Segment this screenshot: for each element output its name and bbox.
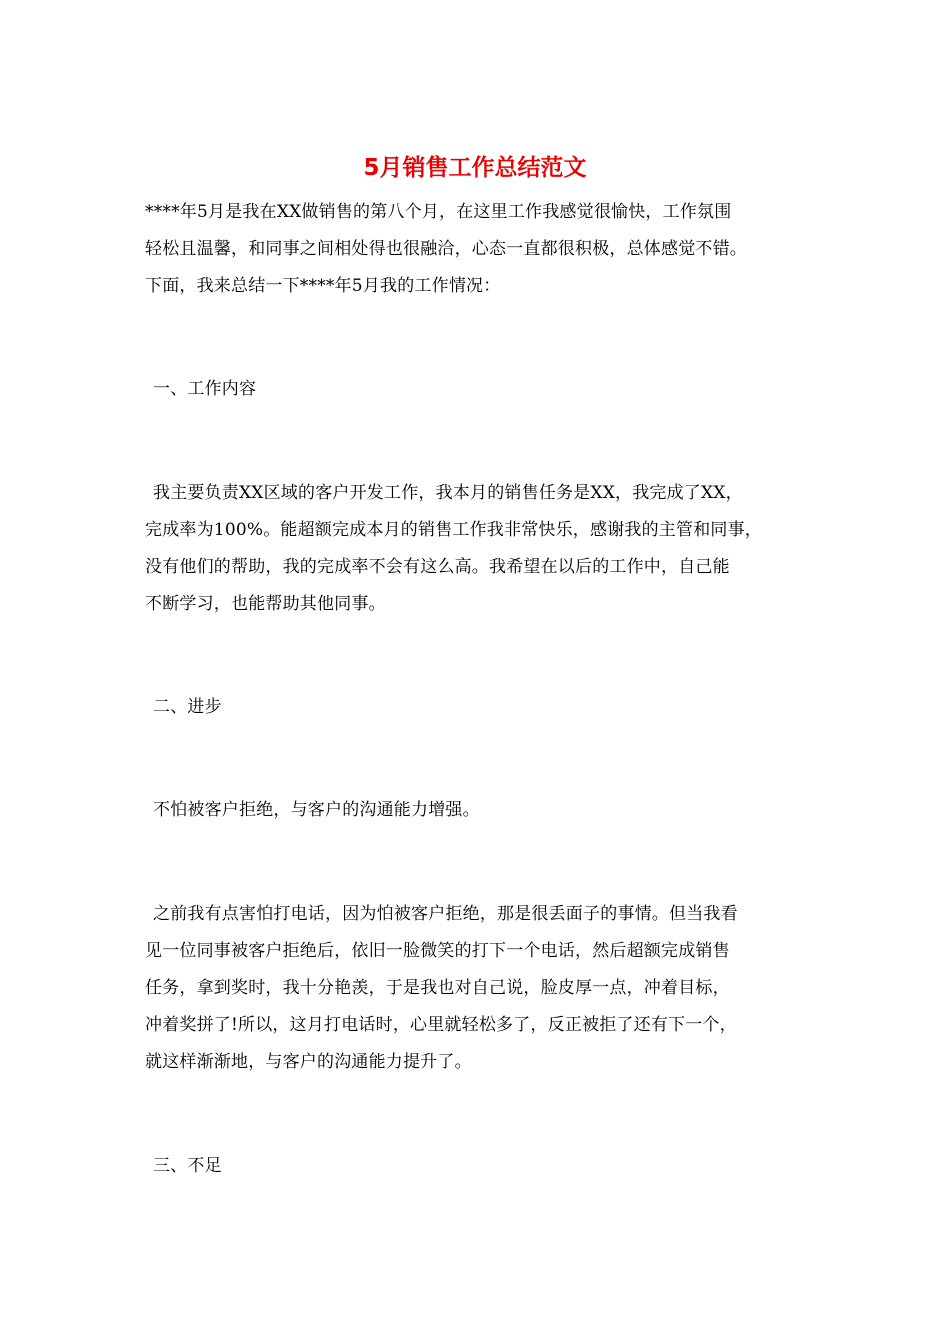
section2-point: 不怕被客户拒绝，与客户的沟通能力增强。 <box>153 800 480 820</box>
section3-heading: 三、不足 <box>153 1156 222 1176</box>
section1-line-2: 完成率为100%。能超额完成本月的销售工作我非常快乐，感谢我的主管和同事， <box>145 520 762 540</box>
intro-line-1: ****年5月是我在XX做销售的第八个月，在这里工作我感觉很愉快，工作氛围 <box>145 202 732 222</box>
section1-heading: 一、工作内容 <box>153 379 257 399</box>
intro-line-3: 下面，我来总结一下****年5月我的工作情况： <box>145 276 501 296</box>
section2-line-5: 就这样渐渐地，与客户的沟通能力提升了。 <box>145 1052 472 1072</box>
section2-heading: 二、进步 <box>153 697 222 717</box>
section1-line-1: 我主要负责XX区域的客户开发工作，我本月的销售任务是XX，我完成了XX， <box>153 483 743 503</box>
section2-line-2: 见一位同事被客户拒绝后，依旧一脸微笑的打下一个电话，然后超额完成销售 <box>145 941 730 961</box>
document-title: 5月销售工作总结范文 <box>363 155 587 181</box>
section2-line-4: 冲着奖拼了!所以，这月打电话时，心里就轻松多了，反正被拒了还有下一个， <box>145 1015 737 1035</box>
section2-line-1: 之前我有点害怕打电话，因为怕被客户拒绝，那是很丢面子的事情。但当我看 <box>153 904 738 924</box>
section1-line-3: 没有他们的帮助，我的完成率不会有这么高。我希望在以后的工作中，自己能 <box>145 557 730 577</box>
section2-line-3: 任务，拿到奖时，我十分艳羡，于是我也对自己说，脸皮厚一点，冲着目标， <box>145 978 730 998</box>
section1-line-4: 不断学习，也能帮助其他同事。 <box>145 594 386 614</box>
intro-line-2: 轻松且温馨，和同事之间相处得也很融洽，心态一直都很积极，总体感觉不错。 <box>145 239 747 259</box>
